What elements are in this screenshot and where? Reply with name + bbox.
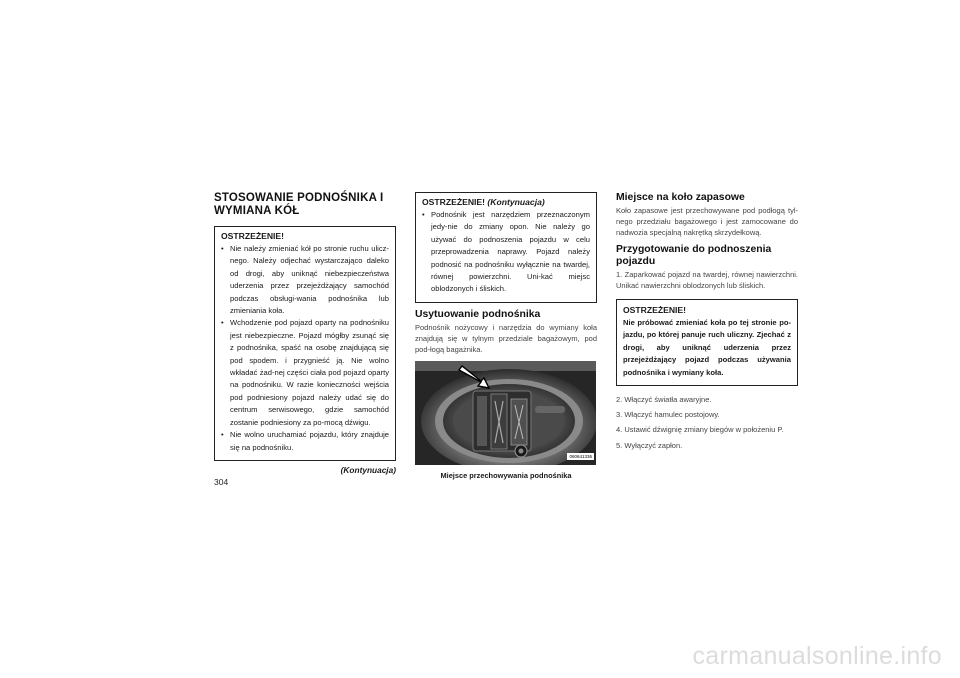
jack-storage-illustration: [415, 361, 596, 465]
warning-box-2: [616, 299, 798, 386]
jack-storage-photo: [415, 361, 596, 465]
column-1: [214, 192, 396, 475]
warning-list: [221, 243, 389, 454]
prep-step: 4. Ustawić dźwignię zmiany biegów w położeniu P.: [616, 425, 784, 435]
prep-steps: [616, 392, 798, 453]
prep-step: 5. Wyłączyć zapłon.: [616, 440, 683, 450]
watermark: carmanualsonline.info: [692, 642, 942, 670]
warning-box-continued: [415, 192, 597, 303]
image-code: 060641336: [569, 453, 592, 459]
photo-caption: Miejsce przechowywania podnośnika: [440, 470, 572, 480]
spare-location-text: Koło zapasowe jest przechowywane pod podłogą tyl-nego przedziału bagażowego i jest zamocowane do nadwozia specjalną nakrętką skrzydełkową.: [616, 206, 798, 237]
continued-label: (Kontynuacja): [340, 464, 396, 475]
spare-location-heading: Miejsce na koło zapasowe: [616, 192, 745, 203]
column-2: [415, 192, 597, 480]
prep-step: 3. Włączyć hamulec postojowy.: [616, 410, 720, 420]
prep-step: 2. Włączyć światła awaryjne.: [616, 395, 712, 405]
page-number: 304: [214, 477, 229, 487]
section-title: STOSOWANIE PODNOŚNIKA I WYMIANA KÓŁ: [214, 192, 384, 217]
warning-item: • Podnośnik jest narzędziem przeznaczonym jedy-nie do zmiany opon. Nie należy go używać do podnoszenia pojazdu w celu przeprowadzenia naprawy. Pojazd należy podnosić na podnośniku wyłącznie na twardej, równej powierzchni. Uni-kać miejsc oblodzonych i śliskich.: [422, 210, 590, 294]
warning-item: • Nie wolno uruchamiać pojazdu, który znajduje się na podnośniku.: [221, 430, 389, 452]
column-3: [616, 192, 798, 453]
warning-box-1: [214, 226, 396, 461]
jack-location-heading: Usytuowanie podnośnika: [415, 308, 541, 320]
warning-title: OSTRZEŻENIE!: [221, 231, 285, 241]
warning-item: • Nie należy zmieniać kół po stronie ruchu ulicz-nego. Należy odjechać wystarczająco daleko od drogi, aby uniknąć niebezpieczeństwa uderzenia przez przejeżdżający samochód podczas obsługi-wania podnośnika lub zmieniania koła.: [221, 244, 389, 316]
warning-title: OSTRZEŻENIE! (Kontynuacja): [422, 197, 545, 207]
prep-heading: Przygotowanie do podnoszenia pojazdu: [616, 244, 772, 267]
warning-text: Nie próbować zmieniać koła po tej stronie po-jazdu, po której panuje ruch uliczny. Zjechać z drogi, aby uniknąć uderzenia przez przejeżdżający pojazd podczas używania podnośnika i wymiany koła.: [623, 318, 791, 377]
prep-step-1: 1. Zaparkować pojazd na twardej, równej nawierzchni. Unikać nawierzchni oblodzonych lub śliskich.: [616, 270, 798, 290]
warning-list: [422, 209, 590, 296]
warning-item: • Wchodzenie pod pojazd oparty na podnośniku jest niebezpieczne. Pojazd mógłby zsunąć się z podnośnika, spaść na osobę znajdującą się pod spodem. i przygnieść ją. Nie wolno wkładać żad-nej części ciała pod pojazd oparty na podnośniku. W razie konieczności wejścia pod podniesiony pojazd należy udać się do centrum serwisowego, gdzie samochód zostanie podniesiony za po-mocą dźwigu.: [221, 318, 389, 427]
jack-location-text: Podnośnik nożycowy i narzędzia do wymiany koła znajdują się w tylnym przedziale bagażowym, pod pod-łogą bagażnika.: [415, 322, 597, 354]
warning-title: OSTRZEŻENIE!: [623, 305, 687, 315]
